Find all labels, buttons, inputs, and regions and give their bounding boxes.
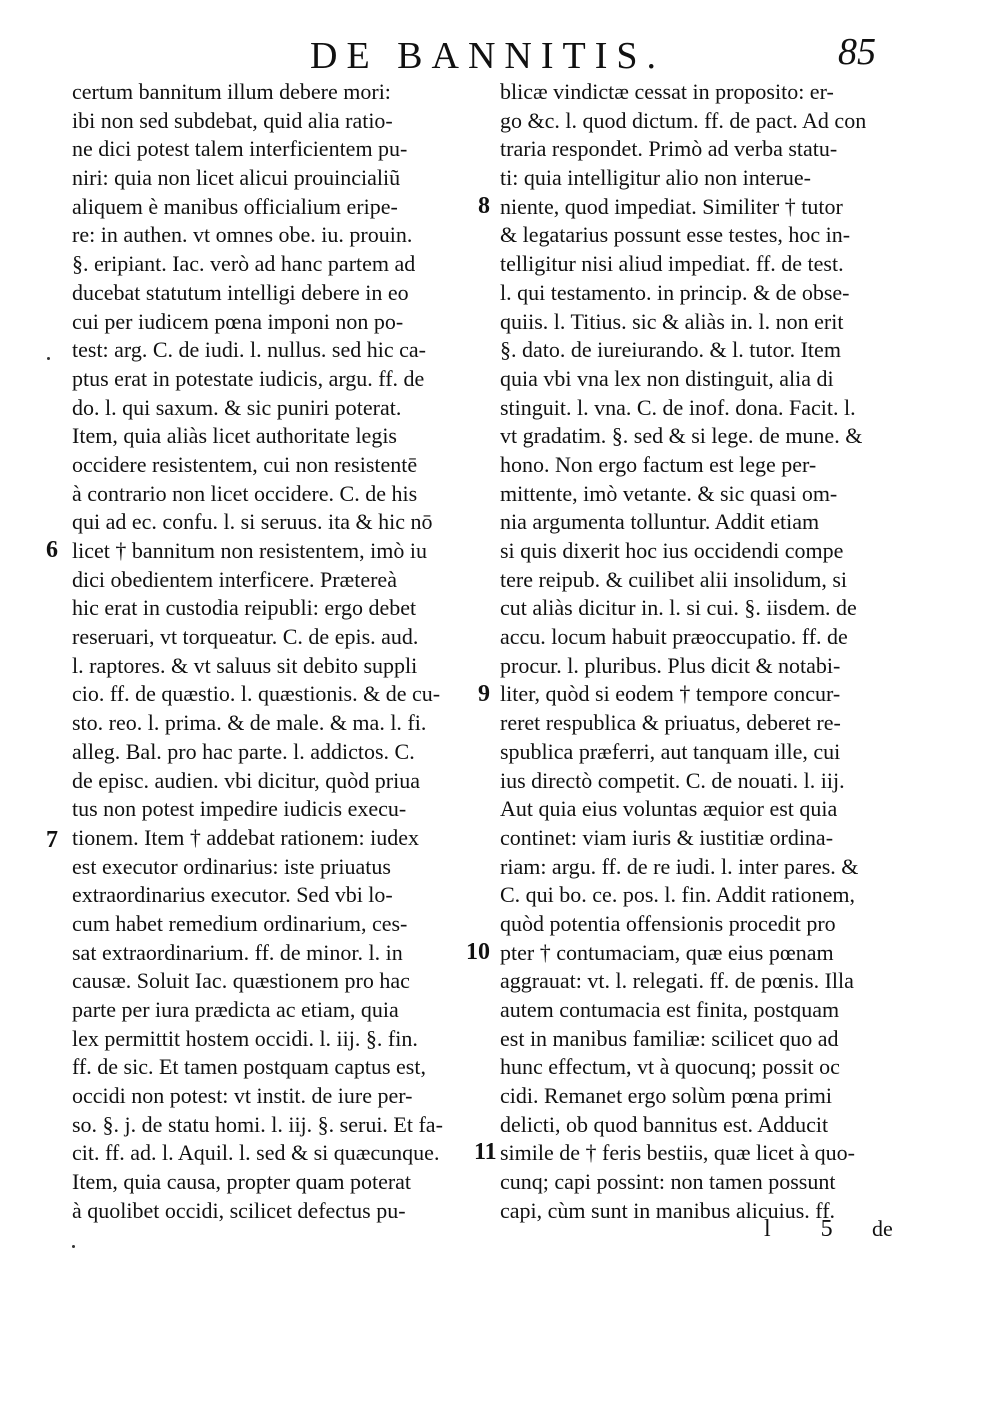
text-line: hono. Non ergo factum est lege per-: [500, 451, 817, 477]
text-line: delicti, ob quod bannitus est. Adducit: [500, 1111, 829, 1137]
text-line: sat extraordinarium. ff. de minor. l. in: [72, 939, 403, 965]
text-line: reseruari, vt torqueatur. C. de epis. aud.: [72, 624, 419, 650]
marginal-number: 10: [466, 939, 490, 965]
text-line: capi, cùm sunt in manibus alicuius. ff.: [500, 1197, 836, 1223]
text-line: licet † bannitum non resistentem, imò iu: [72, 538, 427, 563]
text-line: cidi. Remanet ergo solùm pœna primi: [500, 1083, 832, 1109]
text-line: cut aliàs dicitur in. l. si cui. §. iisdem. de: [500, 595, 857, 621]
text-line: riam: argu. ff. de re iudi. l. inter pares. &: [500, 853, 859, 879]
text-line: accu. locum habuit præoccupatio. ff. de: [500, 624, 848, 650]
text-line: certum bannitum illum debere mori:: [72, 79, 391, 104]
text-line: est executor ordinarius: iste priuatus: [72, 853, 391, 879]
text-line: ti: quia intelligitur alio non interue-: [500, 165, 811, 191]
text-line: quòd potentia offensionis procedit pro: [500, 910, 836, 936]
text-line: à quolibet occidi, scilicet defectus pu-: [72, 1197, 406, 1223]
text-line: do. l. qui saxum. & sic puniri poterat.: [72, 394, 402, 420]
marginal-number: 8: [478, 193, 490, 219]
text-line: hunc effectum, vt à quocunq; possit oc: [500, 1054, 840, 1080]
marginal-number: 11: [474, 1139, 497, 1165]
text-line: à contrario non licet occidere. C. de his: [72, 480, 418, 506]
text-line: C. qui bo. ce. pos. l. fin. Addit rationem,: [500, 882, 856, 908]
text-line: cit. ff. ad. l. Aquil. l. sed & si quæcunque.: [72, 1140, 440, 1166]
text-line: mittente, imò vetante. & sic quasi om-: [500, 480, 838, 506]
text-line: & legatarius possunt esse testes, hoc in-: [500, 222, 851, 248]
text-line: quia vbi vna lex non distinguit, alia di: [500, 365, 834, 391]
text-line: Item, quia causa, propter quam poterat: [72, 1169, 412, 1195]
text-line: aggrauat: vt. l. relegati. ff. de pœnis. Illa: [500, 968, 854, 994]
text-line: Item, quia aliàs licet authoritate legis: [72, 423, 397, 449]
text-line: cio. ff. de quæstio. l. quæstionis. & de cu-: [72, 681, 441, 707]
text-line: vt gradatim. §. sed & si lege. de mune. &: [500, 423, 863, 449]
running-head: DE BANNITIS.: [310, 35, 665, 77]
marginal-number: 7: [46, 827, 58, 853]
folio-number: 85: [838, 31, 876, 73]
text-line: so. §. j. de statu homi. l. iij. §. serui. Et fa-: [72, 1111, 443, 1137]
text-line: pter † contumaciam, quæ eius pœnam: [500, 939, 834, 965]
text-line: extraordinarius executor. Sed vbi lo-: [72, 882, 393, 908]
text-line: occidi non potest: vt instit. de iure per-: [72, 1083, 413, 1109]
text-line: lex permittit hostem occidi. l. iij. §. fin.: [72, 1025, 418, 1051]
text-line: blicæ vindictæ cessat in proposito: er-: [500, 79, 834, 104]
text-line: ius directò competit. C. de nouati. l. iij.: [500, 767, 845, 793]
text-line: parte per iura prædicta ac etiam, quia: [72, 997, 399, 1022]
text-line: l. raptores. & vt saluus sit debito suppli: [72, 652, 418, 678]
left-text-column: [72, 78, 492, 1226]
text-line: Aut quia eius voluntas æquior est quia: [500, 796, 838, 822]
right-text-column: [500, 78, 905, 1226]
text-line: procur. l. pluribus. Plus dicit & notabi-: [500, 652, 841, 678]
text-line: continet: viam iuris & iustitiæ ordina-: [500, 824, 834, 850]
text-line: sto. reo. l. prima. & de male. & ma. l. fi.: [72, 710, 427, 736]
text-line: cui per iudicem pœna imponi non po-: [72, 308, 404, 334]
text-line: spublica præferri, aut tanquam ille, cui: [500, 738, 841, 764]
text-line: niri: quia non licet alicui prouincialiũ: [72, 165, 401, 191]
text-line: si quis dixerit hoc ius occidendi compe: [500, 538, 844, 563]
text-line: tionem. Item † addebat rationem: iudex: [72, 824, 420, 850]
text-line: telligitur nisi aliud impediat. ff. de test.: [500, 251, 844, 277]
text-line: niente, quod impediat. Similiter † tutor: [500, 193, 843, 219]
text-line: l. qui testamento. in princip. & de obse-: [500, 279, 850, 305]
marginal-number: 6: [46, 537, 58, 563]
text-line: est in manibus familiæ: scilicet quo ad: [500, 1025, 839, 1051]
text-line: autem contumacia est finita, postquam: [500, 997, 840, 1022]
text-line: nia argumenta tolluntur. Addit etiam: [500, 509, 820, 535]
text-line: dici obedientem interficere. Prætereà: [72, 566, 397, 592]
text-line: ptus erat in potestate iudicis, argu. ff. de: [72, 365, 425, 391]
text-line: ibi non sed subdebat, quid alia ratio-: [72, 107, 393, 133]
text-line: ne dici potest talem interficientem pu-: [72, 136, 408, 162]
text-line: aliquem è manibus officialium eripe-: [72, 193, 398, 219]
text-line: reret respublica & priuatus, deberet re-: [500, 710, 841, 736]
text-line: ducebat statutum intelligi debere in eo: [72, 279, 409, 305]
text-line: traria respondet. Primò ad verba statu-: [500, 136, 838, 162]
text-line: go &c. l. quod dictum. ff. de pact. Ad con: [500, 107, 867, 133]
text-line: simile de † feris bestiis, quæ licet à quo-: [500, 1140, 855, 1166]
text-line: test: arg. C. de iudi. l. nullus. sed hic ca-: [72, 337, 426, 363]
ink-speck: [72, 1245, 75, 1248]
text-line: qui ad ec. confu. l. si seruus. ita & hic nō: [72, 509, 433, 535]
catchword: de: [872, 1216, 893, 1241]
text-line: causæ. Soluit Iac. quæstionem pro hac: [72, 968, 410, 994]
text-line: stinguit. l. vna. C. de inof. dona. Facit. l.: [500, 394, 856, 420]
text-line: hic erat in custodia reipubli: ergo debet: [72, 595, 417, 621]
text-line: liter, quòd si eodem † tempore concur-: [500, 681, 841, 707]
marginal-number: 9: [478, 681, 490, 707]
text-line: alleg. Bal. pro hac parte. l. addictos. C.: [72, 738, 415, 764]
text-line: ff. de sic. Et tamen postquam captus est,: [72, 1054, 426, 1080]
text-line: tus non potest impedire iudicis execu-: [72, 796, 407, 822]
text-line: cunq; capi possint: non tamen possunt: [500, 1169, 836, 1195]
text-line: tere reipub. & cuilibet alii insolidum, si: [500, 566, 848, 592]
text-line: §. dato. de iureiurando. & l. tutor. Item: [500, 337, 841, 363]
text-line: de episc. audien. vbi dicitur, quòd priua: [72, 767, 420, 793]
text-line: re: in authen. vt omnes obe. iu. prouin.: [72, 222, 413, 248]
text-line: quiis. l. Titius. sic & aliàs in. l. non erit: [500, 308, 844, 334]
text-line: §. eripiant. Iac. verò ad hanc partem ad: [72, 251, 416, 277]
signature-mark: l 5: [764, 1216, 855, 1242]
text-line: cum habet remedium ordinarium, ces-: [72, 910, 408, 936]
text-line: occidere resistentem, cui non resistentē: [72, 451, 418, 477]
ink-speck: [47, 357, 50, 360]
